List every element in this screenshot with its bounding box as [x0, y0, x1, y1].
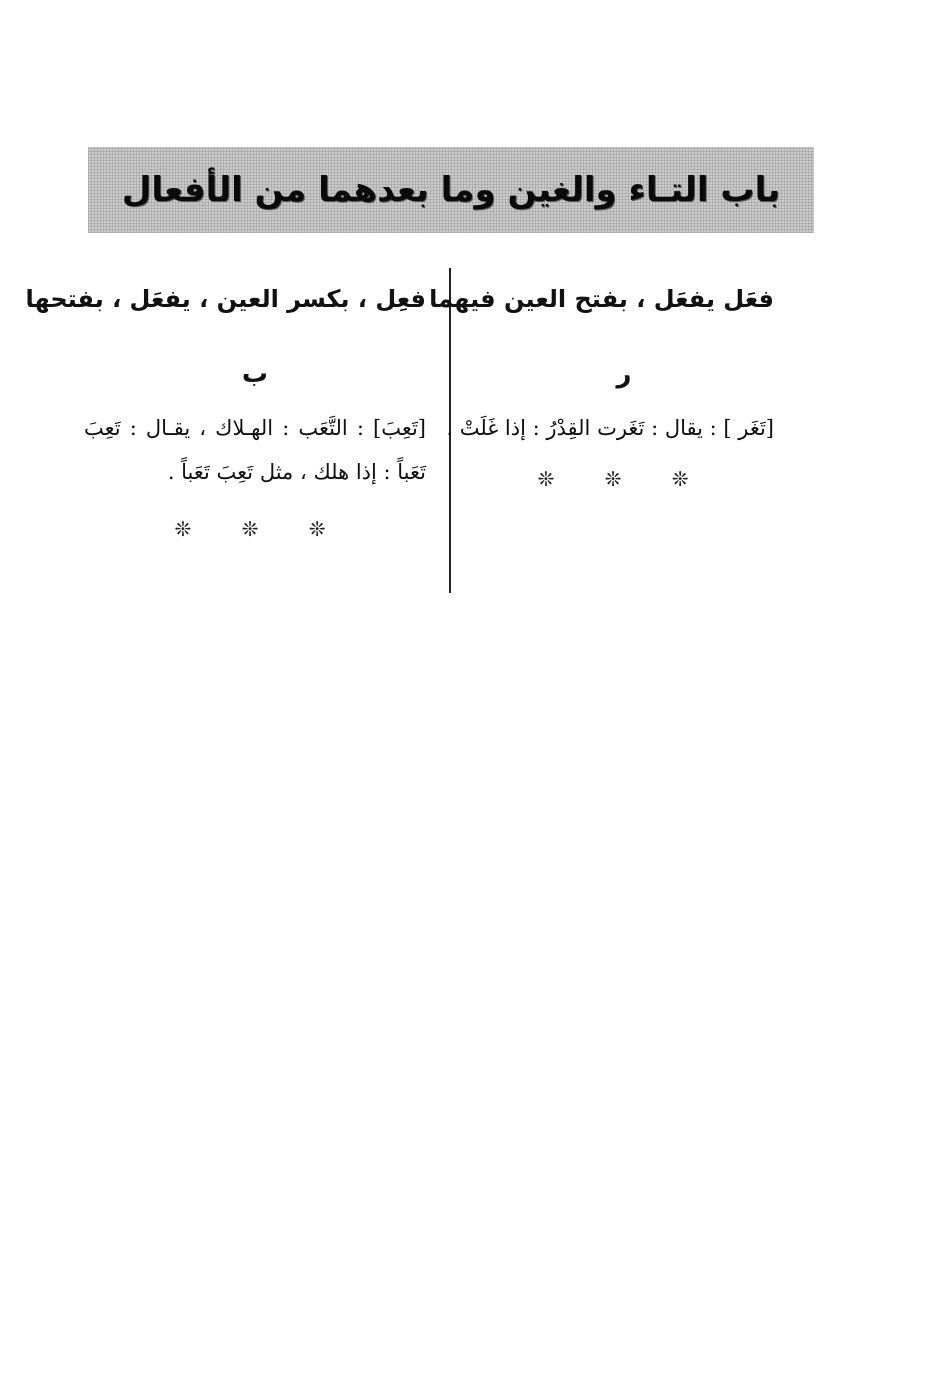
- left-column-separator: ❊ ❊ ❊: [174, 517, 348, 541]
- chapter-title-banner: [88, 147, 814, 233]
- right-column: [429, 278, 774, 494]
- right-column-separator: ❊ ❊ ❊: [537, 467, 711, 491]
- left-column: [25, 278, 426, 544]
- chapter-title: باب التـاء والغين وما بعدهما من الأفعال: [121, 170, 781, 210]
- left-column-letter: ب: [241, 359, 269, 389]
- right-column-letter: ر: [616, 359, 632, 389]
- right-column-heading: فعَل يفعَل ، بفتح العين فيهما: [429, 285, 774, 313]
- right-column-entry: [تَغَر ] : يقال : تَغَرت القِدْرُ : إذا غَلَتْ .: [446, 416, 774, 440]
- left-column-heading: فعِل ، بكسر العين ، يفعَل ، بفتحها: [25, 285, 426, 313]
- left-column-entry: [تَعِبَ] : التَّعَب : الهـلاك ، يقـال : تَعِبَ تَعَباً : إذا هلك ، مثل تَعِبَ تَعَباً .: [84, 416, 426, 484]
